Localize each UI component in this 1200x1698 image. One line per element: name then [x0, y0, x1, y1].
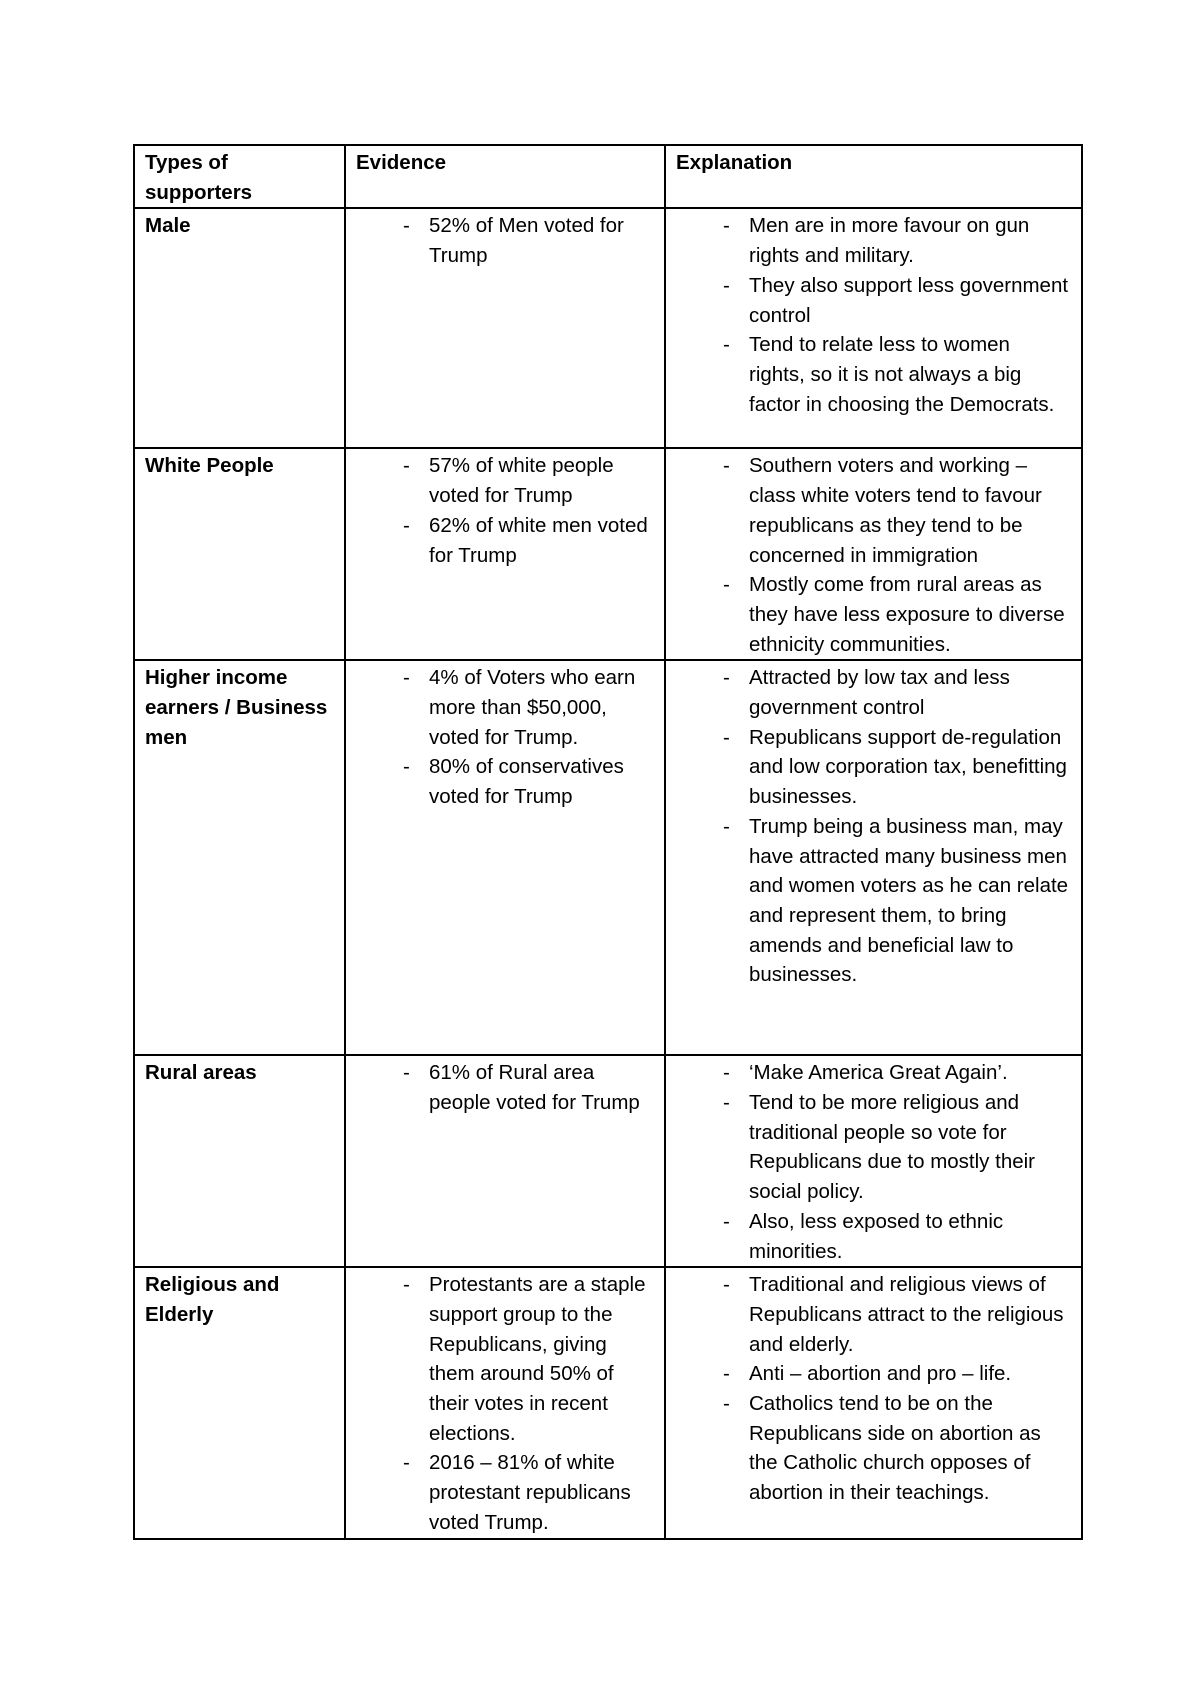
evidence-item: - 2016 – 81% of white protestant republicans voted Trump. — [356, 1448, 654, 1537]
explanation-list — [676, 211, 1071, 419]
evidence-list — [356, 451, 654, 570]
explanation-item: - Tend to be more religious and traditional people so vote for Republicans due to mostly their social policy. — [676, 1088, 1071, 1207]
evidence-item: - 57% of white people voted for Trump — [356, 451, 654, 510]
explanation-item: - Southern voters and working – class white voters tend to favour republicans as they tend to be concerned in immigration — [676, 451, 1071, 570]
table-row — [134, 208, 1082, 448]
explanation-list — [676, 663, 1071, 990]
explanation-cell — [665, 208, 1082, 448]
evidence-item: - 4% of Voters who earn more than $50,000, voted for Trump. — [356, 663, 654, 752]
evidence-list — [356, 1058, 654, 1117]
explanation-item: - Tend to relate less to women rights, so it is not always a big factor in choosing the Democrats. — [676, 330, 1071, 419]
table-header-row — [134, 145, 1082, 208]
table-row — [134, 1267, 1082, 1538]
evidence-list — [356, 1270, 654, 1537]
header-explanation: Explanation — [665, 145, 1082, 208]
explanation-item: - Traditional and religious views of Republicans attract to the religious and elderly. — [676, 1270, 1071, 1359]
header-evidence: Evidence — [345, 145, 665, 208]
supporter-type: Religious and Elderly — [134, 1267, 345, 1538]
evidence-item: - 62% of white men voted for Trump — [356, 511, 654, 570]
evidence-list — [356, 211, 654, 270]
table-row — [134, 1055, 1082, 1267]
table-row — [134, 448, 1082, 660]
supporter-type: Higher income earners / Business men — [134, 660, 345, 1055]
evidence-item: - 61% of Rural area people voted for Trump — [356, 1058, 654, 1117]
explanation-item: - Men are in more favour on gun rights and military. — [676, 211, 1071, 270]
evidence-item: - 52% of Men voted for Trump — [356, 211, 654, 270]
explanation-cell — [665, 1055, 1082, 1267]
evidence-item: - 80% of conservatives voted for Trump — [356, 752, 654, 811]
explanation-item: - Trump being a business man, may have attracted many business men and women voters as he can relate and represent them, to bring amends and beneficial law to businesses. — [676, 812, 1071, 990]
explanation-item: - Mostly come from rural areas as they have less exposure to diverse ethnicity communities. — [676, 570, 1071, 659]
explanation-item: - Anti – abortion and pro – life. — [676, 1359, 1071, 1389]
evidence-list — [356, 663, 654, 812]
explanation-cell — [665, 660, 1082, 1055]
explanation-item: - Also, less exposed to ethnic minorities. — [676, 1207, 1071, 1266]
explanation-item: - They also support less government control — [676, 271, 1071, 330]
evidence-cell — [345, 660, 665, 1055]
supporters-table — [133, 144, 1083, 1540]
explanation-list — [676, 451, 1071, 659]
explanation-cell — [665, 1267, 1082, 1538]
explanation-cell — [665, 448, 1082, 660]
evidence-cell — [345, 1267, 665, 1538]
evidence-cell — [345, 1055, 665, 1267]
explanation-list — [676, 1270, 1071, 1508]
supporter-type: Male — [134, 208, 345, 448]
explanation-item: - Catholics tend to be on the Republicans side on abortion as the Catholic church opposes of abortion in their teachings. — [676, 1389, 1071, 1508]
explanation-item: - ‘Make America Great Again’. — [676, 1058, 1071, 1088]
evidence-cell — [345, 208, 665, 448]
supporter-type: White People — [134, 448, 345, 660]
explanation-list — [676, 1058, 1071, 1266]
explanation-item: - Attracted by low tax and less government control — [676, 663, 1071, 722]
evidence-cell — [345, 448, 665, 660]
table-row — [134, 660, 1082, 1055]
evidence-item: - Protestants are a staple support group to the Republicans, giving them around 50% of their votes in recent elections. — [356, 1270, 654, 1448]
header-types-of-supporters: Types of supporters — [134, 145, 345, 208]
supporter-type: Rural areas — [134, 1055, 345, 1267]
explanation-item: - Republicans support de-regulation and low corporation tax, benefitting businesses. — [676, 723, 1071, 812]
